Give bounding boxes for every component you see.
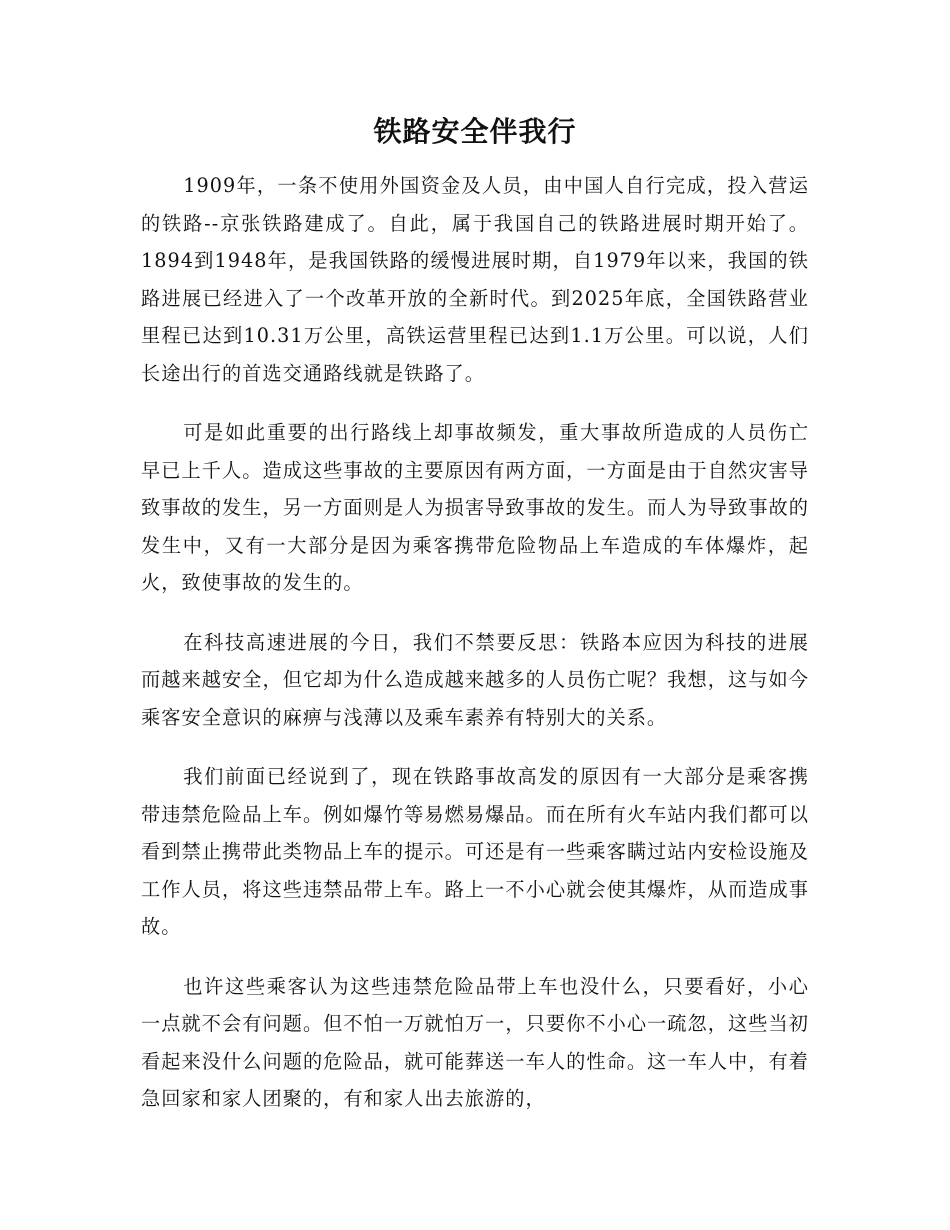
paragraph-3: 在科技高速进展的今日，我们不禁要反思：铁路本应因为科技的进展而越来越安全，但它却为什么造成越来越多的人员伤亡呢？我想，这与如今乘客安全意识的麻痹与浅薄以及乘车素养有特别大的关系。 — [141, 630, 809, 729]
page-title: 铁路安全伴我行 — [373, 115, 577, 148]
paragraph-1: 1909年，一条不使用外国资金及人员，由中国人自行完成，投入营运的铁路--京张铁路建成了。自此，属于我国自己的铁路进展时期开始了。1894到1948年，是我国铁路的缓慢进展时期，自1979年以来，我国的铁路进展已经进入了一个改革开放的全新时代。到2025年底，全国铁路营业里程已达到10.31万公里，高铁运营里程已达到1.1万公里。可以说，人们长途出行的首选交通路线就是铁路了。 — [141, 174, 809, 385]
paragraph-4: 我们前面已经说到了，现在铁路事故高发的原因有一大部分是乘客携带违禁危险品上车。例如爆竹等易燃易爆品。而在所有火车站内我们都可以看到禁止携带此类物品上车的提示。可还是有一些乘客瞒过站内安检设施及工作人员，将这些违禁品带上车。路上一不小心就会使其爆炸，从而造成事故。 — [141, 765, 809, 938]
paragraph-2: 可是如此重要的出行路线上却事故频发，重大事故所造成的人员伤亡早已上千人。造成这些事故的主要原因有两方面，一方面是由于自然灾害导致事故的发生，另一方面则是人为损害导致事故的发生。而人为导致事故的发生中，又有一大部分是因为乘客携带危险物品上车造成的车体爆炸，起火，致使事故的发生的。 — [141, 421, 809, 594]
paragraph-5: 也许这些乘客认为这些违禁危险品带上车也没什么，只要看好，小心一点就不会有问题。但不怕一万就怕万一，只要你不小心一疏忽，这些当初看起来没什么问题的危险品，就可能葬送一车人的性命。这一车人中，有着急回家和家人团聚的，有和家人出去旅游的， — [141, 974, 809, 1110]
article-body — [141, 167, 809, 1140]
